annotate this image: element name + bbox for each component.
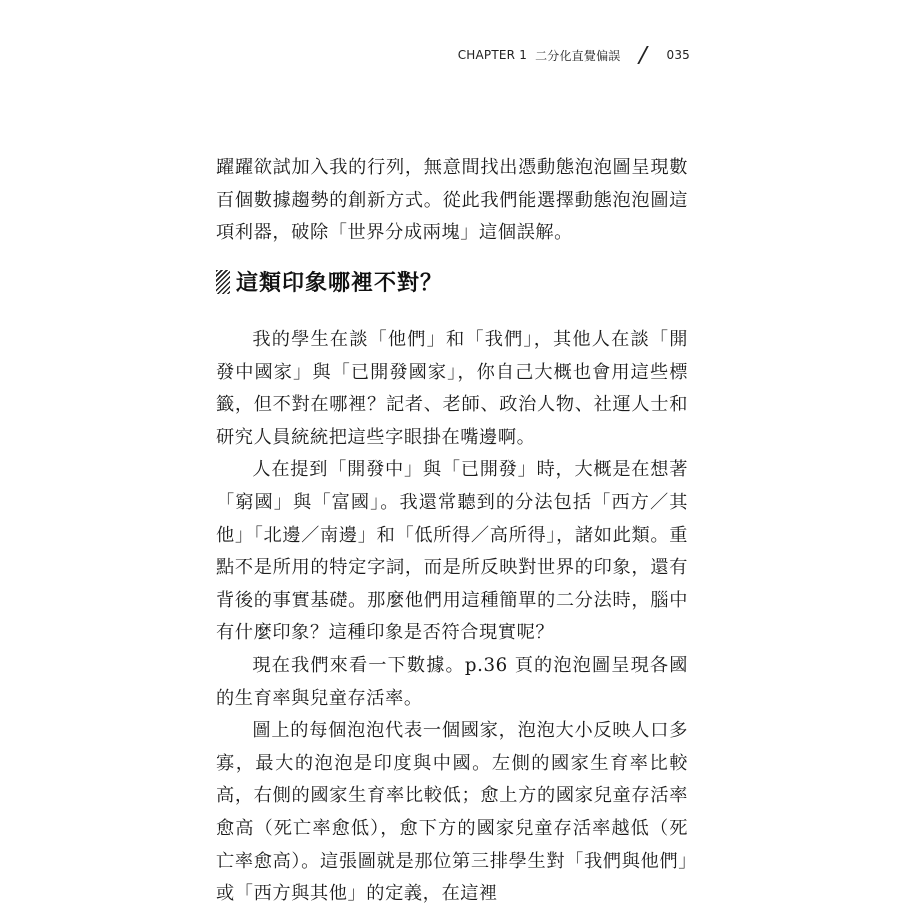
section-heading (216, 266, 688, 297)
body-paragraph: 人在提到「開發中」與「已開發」時，大概是在想著「窮國」與「富國」。我還常聽到的分法包括「西方／其他」「北邊／南邊」和「低所得／高所得」，諸如此類。重點不是所用的特定字詞，而是所反映對世界的印象，還有背後的事實基礎。那麼他們用這種簡單的二分法時，腦中有什麼印象？這種印象是否符合現實呢？ (216, 459, 688, 644)
chapter-label: CHAPTER 1 (457, 48, 528, 62)
body-paragraph: 圖上的每個泡泡代表一個國家，泡泡大小反映人口多寡，最大的泡泡是印度與中國。左側的國家生育率比較高，右側的國家生育率比較低；愈上方的國家兒童存活率愈高（死亡率愈低），愈下方的國家兒童存活率越低（死亡率愈高）。這張圖就是那位第三排學生對「我們與他們」或「西方與其他」的定義，在這裡 (216, 720, 688, 905)
body-paragraph: 我的學生在談「他們」和「我們」，其他人在談「開發中國家」與「已開發國家」，你自己大概也會用這些標籤，但不對在哪裡？記者、老師、政治人物、社運人士和研究人員統統把這些字眼掛在嘴邊啊。 (216, 329, 688, 448)
intro-paragraph: 躍躍欲試加入我的行列，無意間找出憑動態泡泡圖呈現數百個數據趨勢的創新方式。從此我們能選擇動態泡泡圖這項利器，破除「世界分成兩塊」這個誤解。 (216, 157, 688, 244)
chapter-title: 二分化直覺偏誤 (535, 48, 621, 63)
body-paragraph: 現在我們來看一下數據。p.36 頁的泡泡圖呈現各國的生育率與兒童存活率。 (216, 654, 688, 709)
header-divider-slash (638, 46, 650, 64)
hatched-bullet-icon (216, 270, 230, 294)
section-body (216, 324, 688, 911)
running-header (430, 46, 690, 64)
page-number: 035 (666, 48, 690, 62)
section-heading-text: 這類印象哪裡不對？ (236, 271, 444, 296)
